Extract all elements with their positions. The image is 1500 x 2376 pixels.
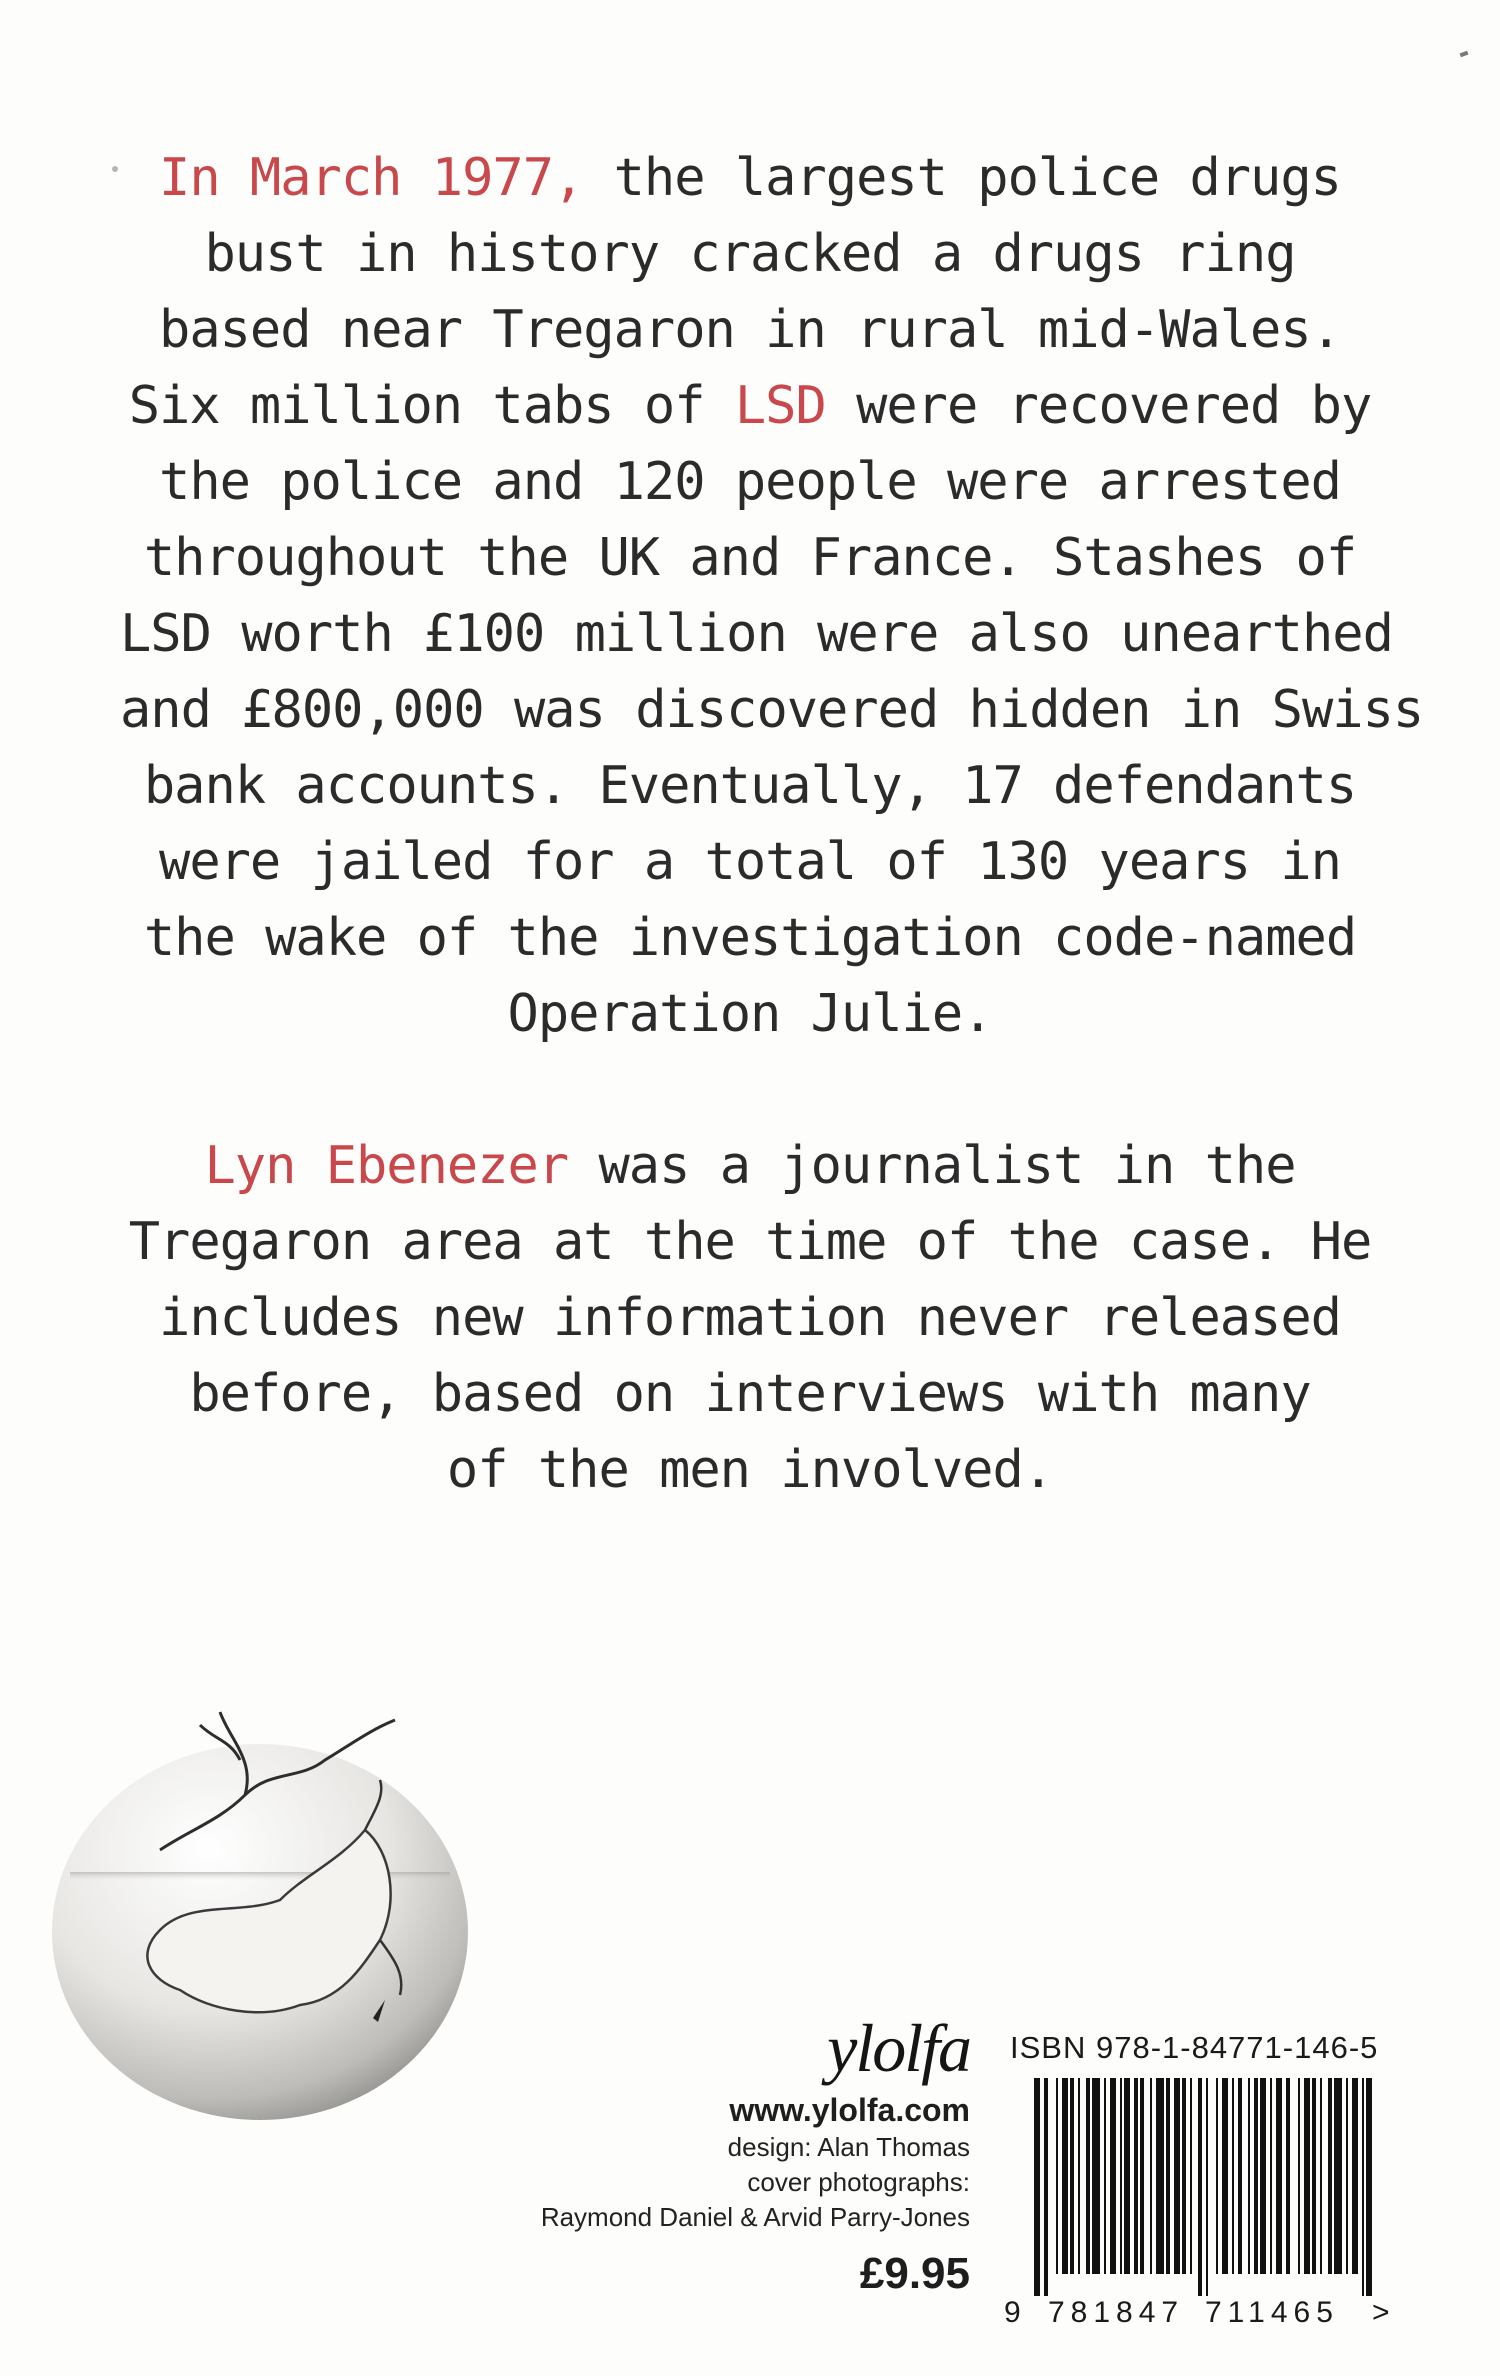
barcode-bar [1198, 2078, 1202, 2296]
barcode-bar [1182, 2078, 1186, 2274]
barcode-bar [1166, 2078, 1170, 2274]
barcode-bar [1034, 2078, 1040, 2296]
blurb-line: Six million tabs of LSD were recovered by [128, 376, 1372, 436]
publisher-logo: ylolfa [827, 2010, 970, 2086]
highlight-date: In March 1977, [159, 148, 584, 208]
barcode-bar [1334, 2078, 1342, 2274]
cracked-pill-wales-map-icon [40, 1700, 480, 2140]
barcode-bar [1216, 2078, 1218, 2274]
blurb-paragraph-1 [120, 140, 1424, 1052]
blurb-line: Tregaron area at the time of the case. He [128, 1212, 1372, 1272]
blurb-line: the wake of the investigation code-named [143, 908, 1357, 968]
highlight-lsd: LSD [734, 376, 826, 436]
barcode-right-digits: 711465 [1205, 2296, 1339, 2329]
barcode-bar [1304, 2078, 1310, 2274]
blurb-line: were jailed for a total of 130 years in [159, 832, 1341, 892]
barcode-bar [1232, 2078, 1234, 2274]
photo-credit-label: cover photographs: [747, 2167, 970, 2197]
barcode-bar [1286, 2078, 1290, 2274]
barcode-bar [1298, 2078, 1300, 2274]
blurb-line: before, based on interviews with many [189, 1364, 1311, 1424]
barcode-bar [1312, 2078, 1316, 2274]
barcode-bar [1206, 2078, 1208, 2296]
barcode-icon [1000, 2074, 1400, 2334]
blurb-line: includes new information never released [159, 1288, 1341, 1348]
blurb-line: In March 1977, the largest police drugs [159, 148, 1341, 208]
barcode-bar [1328, 2078, 1332, 2274]
barcode-bar [1120, 2078, 1122, 2274]
barcode-bar [1140, 2078, 1144, 2274]
blurb-line: the police and 120 people were arrested [159, 452, 1341, 512]
barcode-lead-digit: 9 [1004, 2296, 1021, 2329]
barcode-bar [1078, 2078, 1080, 2274]
blurb-line: Operation Julie. [507, 984, 993, 1044]
barcode-bar [1044, 2078, 1048, 2296]
barcode-bar [1190, 2078, 1192, 2274]
barcode-bar [1276, 2078, 1282, 2274]
barcode-bar [1156, 2078, 1164, 2274]
blurb-line: of the men involved. [446, 1440, 1054, 1500]
blurb-line: based near Tregaron in rural mid-Wales. [159, 300, 1341, 360]
blurb-paragraph-2 [120, 1128, 1380, 1508]
highlight-author: Lyn Ebenezer [204, 1136, 569, 1196]
barcode-bar [1222, 2078, 1228, 2274]
barcode-bar [1174, 2078, 1180, 2274]
barcode-bar [1248, 2078, 1250, 2274]
barcode-left-digits: 781847 [1048, 2296, 1185, 2329]
blurb-line: LSD worth £100 million were also unearthed [120, 604, 1393, 664]
barcode-bar [1260, 2078, 1266, 2274]
blurb-line: and £800,000 was discovered hidden in Swiss [120, 680, 1424, 740]
isbn-label: ISBN 978-1-84771-146-5 [1010, 2030, 1379, 2065]
scan-mark [1460, 51, 1469, 57]
barcode-bar [1110, 2078, 1116, 2274]
photo-credit-names: Raymond Daniel & Arvid Parry-Jones [540, 2202, 970, 2232]
isbn-barcode-block [1000, 2028, 1400, 2334]
barcode-bar [1070, 2078, 1074, 2274]
blurb-line: bust in history cracked a drugs ring [204, 224, 1296, 284]
barcode-bar [1346, 2078, 1348, 2274]
barcode-bar [1092, 2078, 1100, 2274]
barcode-bar [1056, 2078, 1058, 2274]
barcode-bar [1086, 2078, 1090, 2274]
barcode-bar [1320, 2078, 1322, 2274]
design-credit: design: Alan Thomas [727, 2132, 970, 2162]
barcode-bar [1362, 2078, 1364, 2296]
barcode-bar [1124, 2078, 1130, 2274]
barcode-bar [1352, 2078, 1358, 2274]
barcode-bar [1104, 2078, 1106, 2274]
blurb-line: Lyn Ebenezer was a journalist in the [204, 1136, 1296, 1196]
barcode-bar [1270, 2078, 1272, 2274]
publisher-website: www.ylolfa.com [729, 2092, 970, 2128]
publisher-block [420, 2010, 970, 2303]
barcode-end-mark: > [1372, 2296, 1390, 2329]
scan-speck [112, 166, 118, 172]
price: £9.95 [859, 2249, 970, 2298]
barcode-bar [1254, 2078, 1258, 2274]
blurb-line: throughout the UK and France. Stashes of [143, 528, 1357, 588]
barcode-bar [1134, 2078, 1138, 2274]
barcode-bar [1238, 2078, 1242, 2274]
barcode-bar [1366, 2078, 1372, 2296]
barcode-bar [1150, 2078, 1152, 2274]
barcode-bar [1062, 2078, 1068, 2274]
blurb-line: bank accounts. Eventually, 17 defendants [143, 756, 1357, 816]
